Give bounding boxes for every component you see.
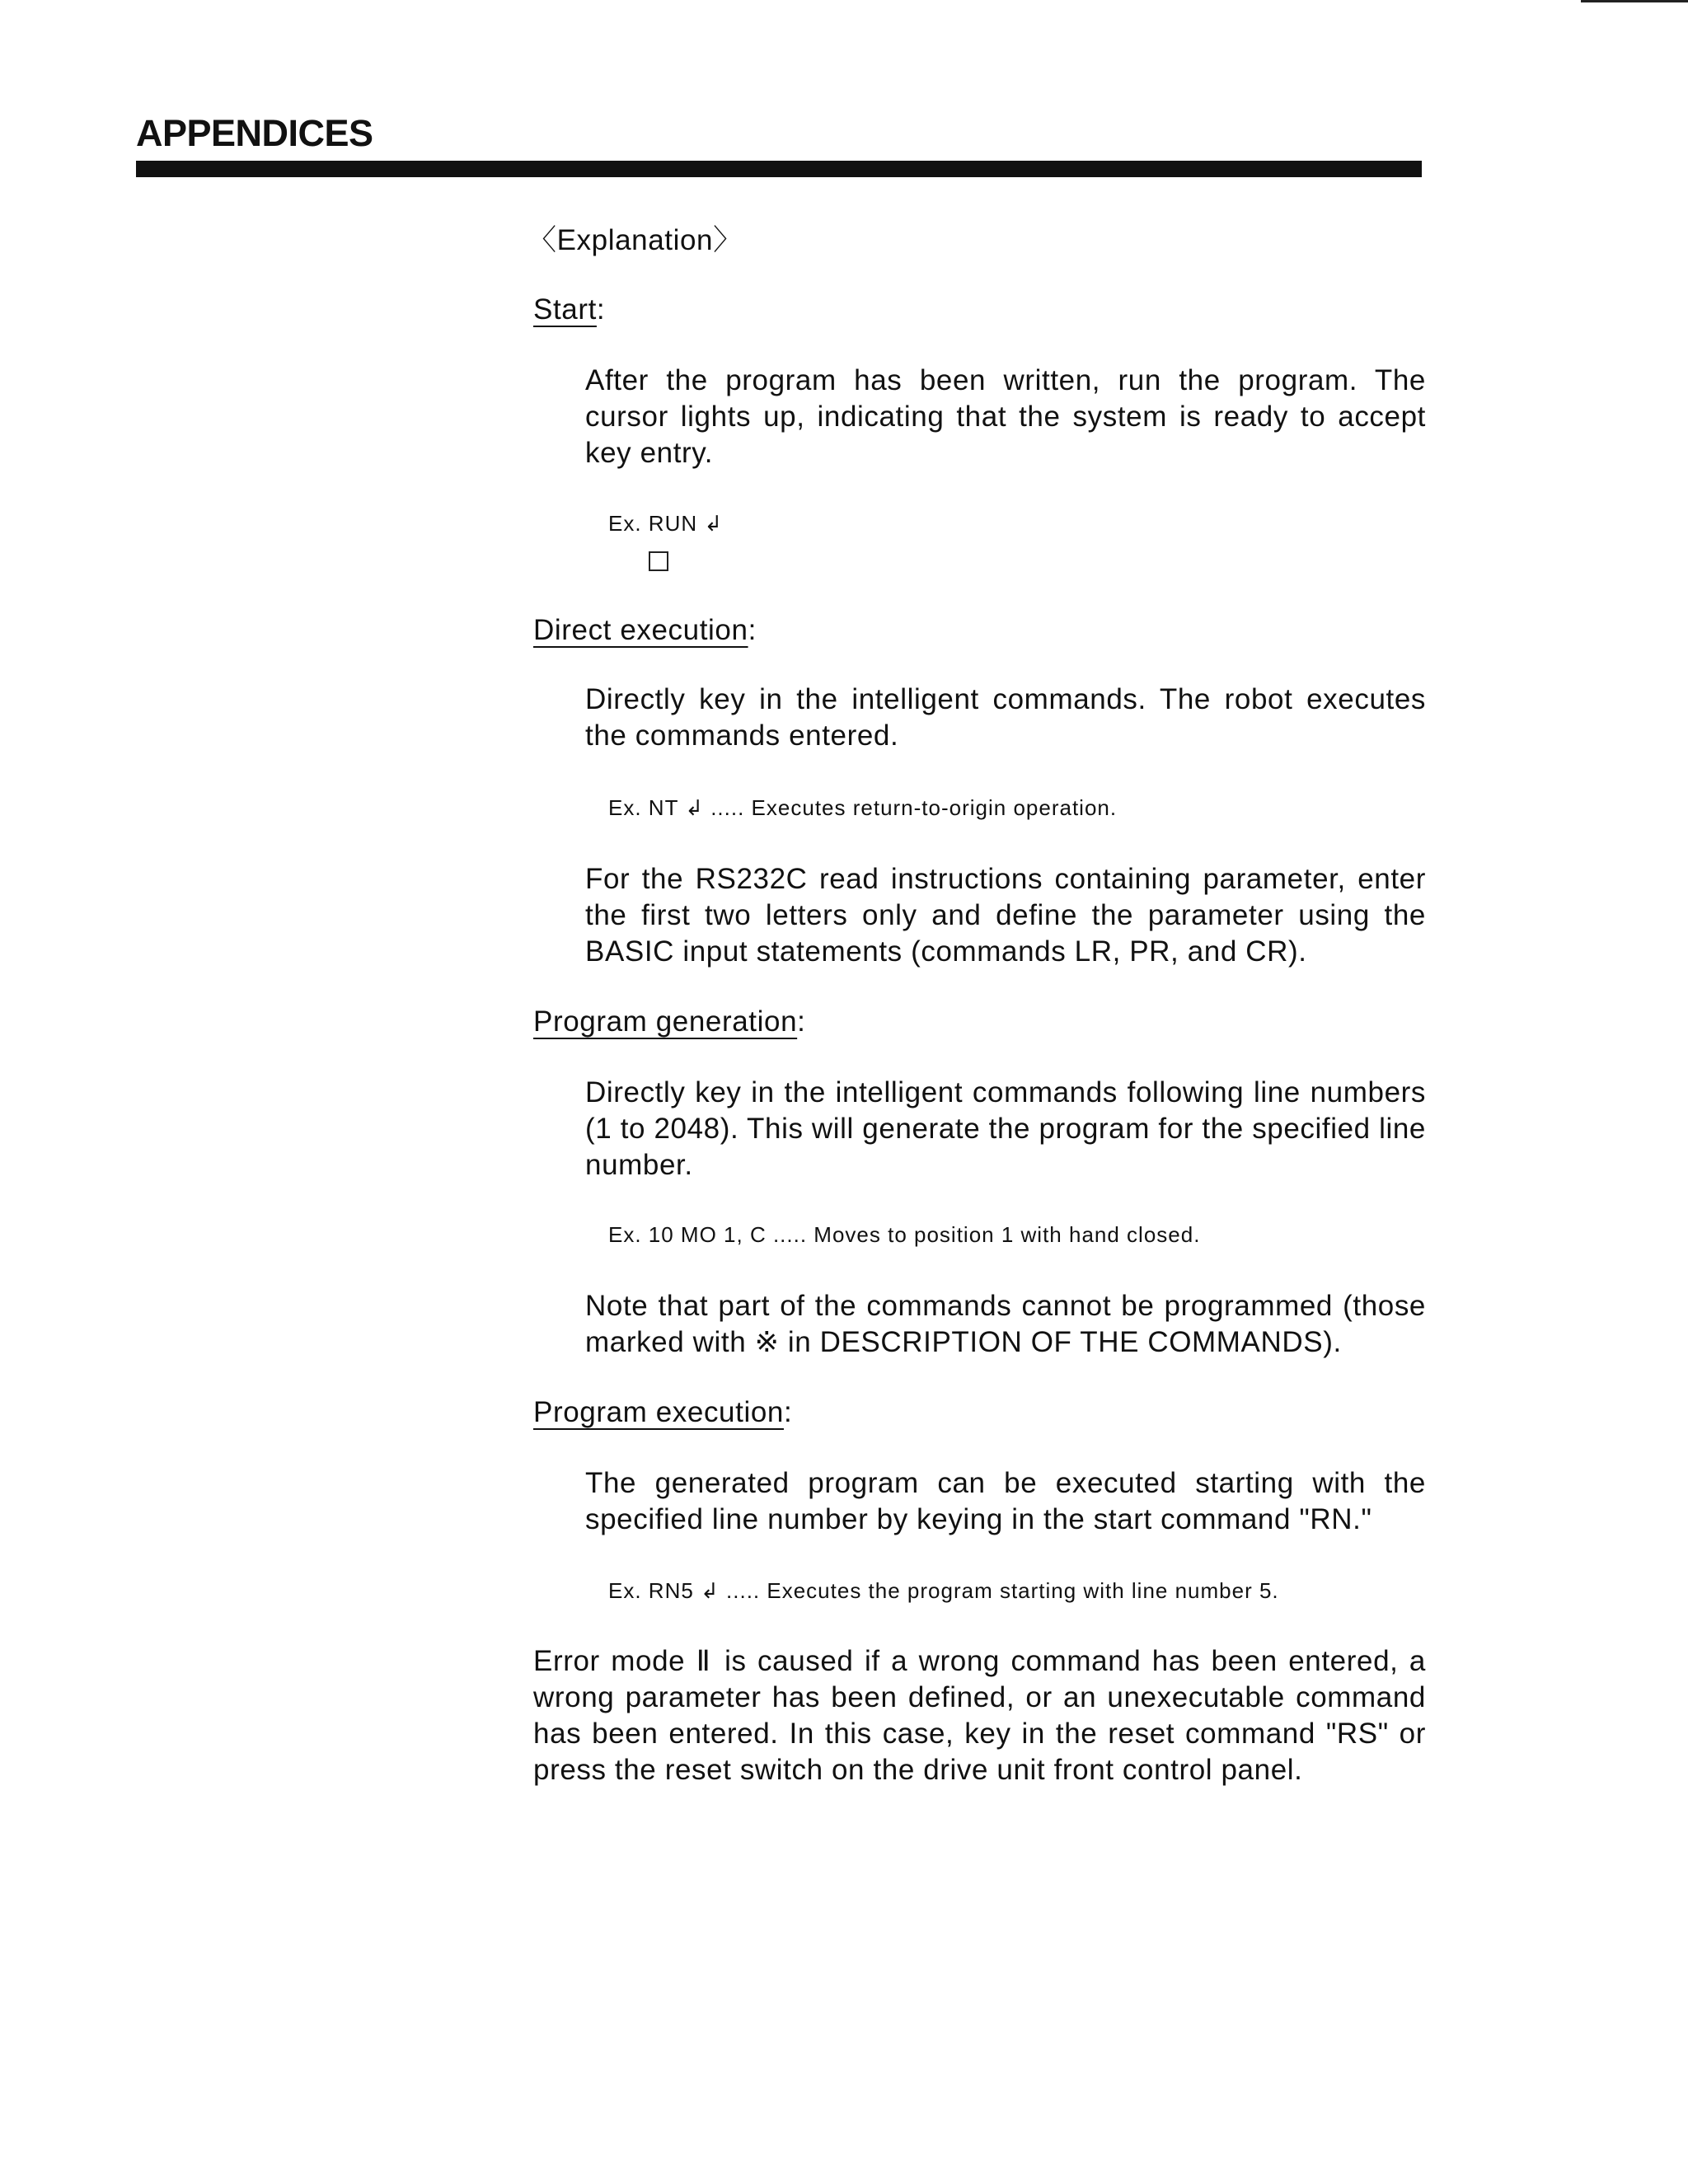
direct-execution-heading-colon: : <box>748 614 757 646</box>
direct-execution-heading-label: Direct execution <box>533 614 748 646</box>
start-heading-colon: : <box>596 293 606 326</box>
programmable-commands-note: Note that part of the commands cannot be programmed (those marked with ※ in DESCRIPTION OF THE COMMANDS). <box>585 1290 1426 1358</box>
explanation-label: 〈Explanation〉 <box>528 224 743 256</box>
corner-rule <box>1581 0 1688 2</box>
direct-execution-body: Directly key in the intelligent commands. The robot executes the commands entered. <box>585 683 1426 752</box>
program-generation-body: Directly key in the intelligent commands following line numbers (1 to 2048). This will generate the program for the specified line number. <box>585 1076 1426 1181</box>
start-body: After the program has been written, run the program. The cursor lights up, indicating that the system is ready to accept key entry. <box>585 364 1426 469</box>
program-generation-heading <box>533 1004 805 1040</box>
start-heading <box>533 292 605 328</box>
program-execution-heading <box>533 1394 792 1431</box>
page-header-title: APPENDICES <box>136 112 373 154</box>
program-execution-body: The generated program can be executed starting with the specified line number by keying in the start command "RN." <box>585 1467 1426 1535</box>
program-execution-example: Ex. RN5 ↲ ..... Executes the program starting with line number 5. <box>608 1578 1279 1603</box>
program-generation-example: Ex. 10 MO 1, C ..... Moves to position 1 with hand closed. <box>608 1222 1201 1247</box>
direct-execution-example: Ex. NT ↲ ..... Executes return-to-origin operation. <box>608 795 1118 820</box>
rs232c-note: For the RS232C read instructions containing parameter, enter the first two letters only and define the parameter using the BASIC input statements (commands LR, PR, and CR). <box>585 863 1426 968</box>
error-mode-note: Error mode Ⅱ is caused if a wrong command has been entered, a wrong parameter has been defined, or an unexecutable command has been entered. In this case, key in the reset command "RS" or press the reset switch on the drive unit front control panel. <box>533 1645 1426 1786</box>
direct-execution-heading <box>533 612 757 649</box>
cursor-icon <box>649 551 668 571</box>
program-execution-heading-colon: : <box>783 1396 793 1428</box>
start-example: Ex. RUN ↲ <box>608 511 724 536</box>
program-generation-heading-label: Program generation <box>533 1005 798 1038</box>
header-rule <box>136 161 1422 177</box>
start-heading-label: Start <box>533 293 597 326</box>
program-execution-heading-label: Program execution <box>533 1396 784 1428</box>
program-generation-heading-colon: : <box>797 1005 806 1038</box>
